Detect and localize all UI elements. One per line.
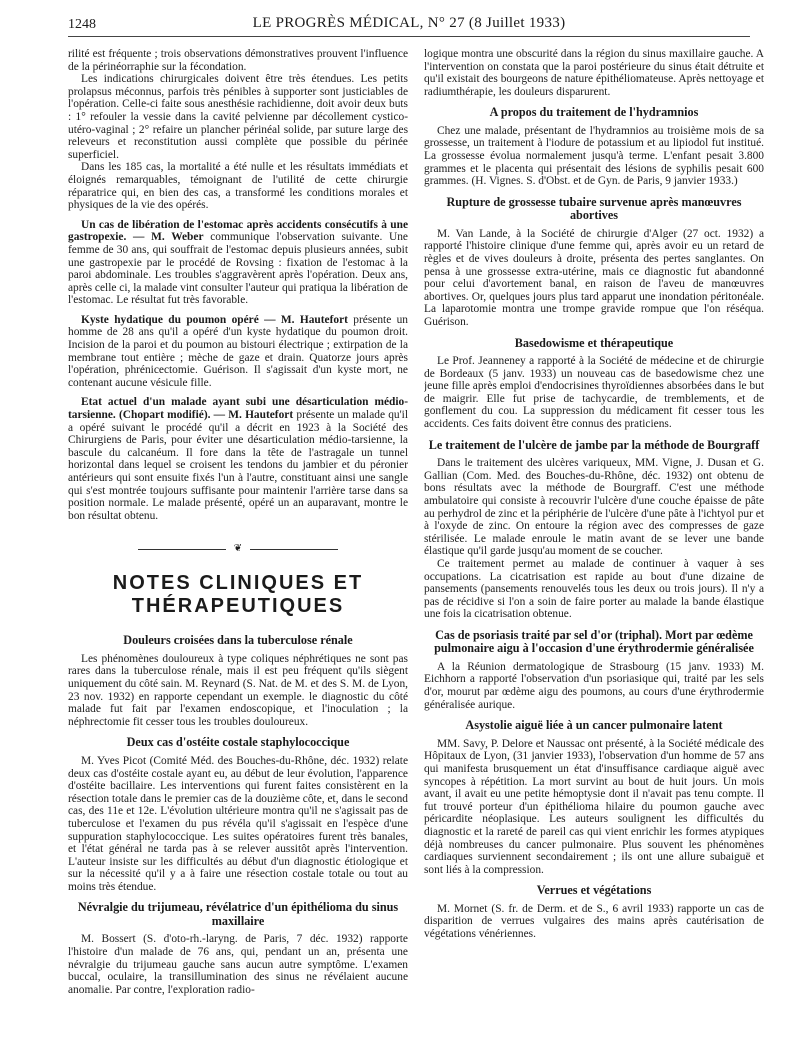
paragraph: Dans le traitement des ulcères variqueux, MM. Vigne, J. Dusan et G. Gallian (Com. Med. des Bouches-du-Rhône, déc. 1932) ont obtenu de bons résultats avec la méthode de Bourgraff. C'est une méthode ambulatoire qui consiste à recouvrir l'ulcère d'une couche épaisse de pâte au perhydrol de zinc et la périphérie de l'ulcère d'une pâte à l'ichtyol pur et à l'oxyde de zinc. On entoure la région avec des compresses de gaze stérilisée. Le malade enroule le matin avant de se lever une bande élastique qu'il garde jusqu'au moment de se coucher. xyxy=(424,457,764,558)
article-chopart xyxy=(68,396,408,522)
running-header xyxy=(68,12,750,37)
section-title: NOTES CLINIQUES ET THÉRAPEUTIQUES xyxy=(112,572,364,618)
section-separator xyxy=(138,544,338,554)
article-heading: Deux cas d'ostéite costale staphylococcique xyxy=(126,735,350,750)
article-text: présente un homme de 28 ans qu'il a opéré d'un kyste hydatique du poumon droit. Incision de la paroi et du poumon au bistouri électrique ; extirpation de la membrane tout entière ; mèche de gaze et drain. Quatorze jours après l'opération, phrénicectomie. Guérison. Il s'agissait d'un kyste mort, ne contenant aucune vésicule fille. xyxy=(68,313,408,389)
ornament-icon: ❦ xyxy=(226,543,250,555)
paragraph: rilité est fréquente ; trois observations démonstratives prouvent l'influence de la périnéorraphie sur la fécondation. xyxy=(68,48,408,73)
paragraph: MM. Savy, P. Delore et Naussac ont présenté, à la Société médicale des Hôpitaux de Lyon, (31 janvier 1933), l'observation d'un homme de 57 ans qui manifesta brusquement un état d'insuffisance cardiaque aiguë avec syncopes à répétition. La mort survint au bout de huit jours. Un mois avant, il avait eu une petite hémoptysie dont il n'avait pas tenu compte. Il fut trouvé porteur d'un épithélioma hilaire du poumon gauche avec péricardite néoplasique. Les auteurs soulignent les difficultés du diagnostic et la rareté de pareil cas qui vient enrichir les formes atypiques déjà nombreuses du cancer pulmonaire. Plus souvent les phénomènes cardiaques surviennent secondairement ; ils ont une allure subaiguë et sont liés à la compression. xyxy=(424,737,764,876)
article-text: communique l'observation suivante. Une femme de 30 ans, qui souffrait de l'estomac depuis plusieurs années, subit une gastropexie par le procédé de Rovsing : fixation de l'estomac à la paroi abdominale. Les troubles s'aggravèrent après l'opération. Deux ans, après celle ci, la malade vint consulter l'auteur qui pratiqua la libération de l'estomac. Le résultat fut très favorable. xyxy=(68,231,408,307)
article-heading: Le traitement de l'ulcère de jambe par la méthode de Bourgraff xyxy=(428,437,760,452)
article-title: Un cas de libération de l'estomac après accidents consécutifs à une gastropexie. — M. Weber xyxy=(68,218,408,244)
right-column xyxy=(424,48,764,1053)
running-title: LE PROGRÈS MÉDICAL, N° 27 (8 Juillet 1933) xyxy=(252,15,566,31)
article-heading: Verrues et végétations xyxy=(536,883,652,898)
article-text: présente un malade qu'il a opéré suivant le procédé qu'il a décrit en 1923 à la Société des Chirurgiens de Paris, pour éviter une désarticulation médio-tarsienne, la bascule du calcanéum. Il fore dans la tête de l'astragale un tunnel horizontal dans lequel se croisent les tendons du jambier et du péronier antérieurs qui sont ensuite fixés l'un à l'autre, constituant ainsi une sangle qui s'est montrée toujours suffisante pour maintenir l'arrière tarse dans sa position normale. Le malade présenté, opéré un an auparavant, montre le bon résultat obtenu. xyxy=(68,409,408,522)
paragraph: M. Van Lande, à la Société de chirurgie d'Alger (27 oct. 1932) a rapporté l'histoire clinique d'une femme qui, après avoir eu un retard de règles et de vives douleurs à droite, présenta des pertes sanglantes. On pensa à une grossesse extra-utérine, mais ce diagnostic fut abandonné pour celui d'avortement banal, en raison de l'aveu de manœuvres abortives. Or, quelques jours plus tard apparut une inondation péritonéale. La laparotomie montra une trompe gravide rompue que l'on réséqua. Guérison. xyxy=(424,227,764,328)
article-kyste xyxy=(68,314,408,390)
paragraph: M. Yves Picot (Comité Méd. des Bouches-du-Rhône, déc. 1932) relate deux cas d'ostéite costale ayant eu, au début de leur évolution, l'apparence d'ostéite bacillaire. Les interventions qui furent faites consistèrent en la résection totale dans le premier cas de la douzième côte, et, dans le second cas, des 11e et 12e. L'évolution ultérieure montra qu'il ne s'agissait pas de tuberculose et l'examen du pus révéla qu'il s'agissait en l'espèce d'une suppuration staphylococcique. Les suites opératoires furent très banales, et l'état général ne tarda pas à se relever aussitôt après l'intervention. L'auteur insiste sur les difficultés au début d'un diagnostic étiologique et sur la nécessité qu'il y a à faire une résection costale totale ou tout au moins très étendue. xyxy=(68,754,408,893)
article-heading: Basedowisme et thérapeutique xyxy=(514,335,674,350)
paragraph: Le Prof. Jeanneney a rapporté à la Société de médecine et de chirurgie de Bordeaux (5 janv. 1933) un nouveau cas de basedowisme chez une jeune fille après emploi d'endocrisines thyroïdiennes absorbées dans le but de maigrir. Elle fut prise de tachycardie, de tremblements, et de gonflement du cou. La suppression du médicament fit cesser tous les accidents. Ces faits doivent être connus des praticiens. xyxy=(424,355,764,431)
article-heading: Névralgie du trijumeau, révélatrice d'un épithélioma du sinus maxillaire xyxy=(77,900,399,928)
article-heading: Cas de psoriasis traité par sel d'or (triphal). Mort par œdème pulmonaire aigu à l'occasion d'une érythrodermie généralisée xyxy=(434,627,754,656)
paragraph: A la Réunion dermatologique de Strasbourg (15 janv. 1933) M. Eichhorn a rapporté l'observation d'un psoriasique qui, traité par les sels d'or, mourut par œdème aigu des poumons, au cours d'une érythrodermie généralisée aurique. xyxy=(424,660,764,711)
paragraph: Ce traitement permet au malade de continuer à vaquer à ses occupations. La cicatrisation est rapide au bout d'une dizaine de pansements (pansements renouvelés tous les deux ou trois jours). Il n'y a pas de récidive si l'on a soin de faire porter au malade la bande élastique une fois la cicatrisation obtenue. xyxy=(424,557,764,621)
article-title: Kyste hydatique du poumon opéré — M. Hautefort xyxy=(81,313,348,326)
paragraph: M. Mornet (S. fr. de Derm. et de S., 6 avril 1933) rapporte un cas de disparition de verrues vulgaires des mains après cautérisation de végétations vénériennes. xyxy=(424,902,764,940)
paragraph: Les indications chirurgicales doivent être très étendues. Les petits prolapsus méconnus, parfois très pénibles à supporter sont justiciables de l'opération. Celle-ci faite sous anesthésie rachidienne, doit avoir deux buts : 1° refouler la vessie dans la cavité pelvienne par décollement cystico-utéro-vaginal ; 2° refaire un plancher périnéal solide, par suture large des releveurs et reconstitution aussi complète que possible du périnée superficiel. xyxy=(68,73,408,161)
paragraph: Chez une malade, présentant de l'hydramnios au troisième mois de sa grossesse, un traitement à l'iodure de potassium et au lipiodol fut institué. La grossesse évolua normalement jusqu'à terme. L'enfant pesait 3.800 grammes et le placenta qui présentait des lésions de syphilis pesait 600 grammes. (H. Vignes. S. d'Obst. et de Gyn. de Paris, 9 janvier 1933.) xyxy=(424,124,764,188)
page-number: 1248 xyxy=(68,17,96,32)
paragraph: Dans les 185 cas, la mortalité a été nulle et les résultats immédiats et éloignés remarquables, témoignant de l'utilité de cette chirurgie réparatrice qui, en bien des cas, a transformé les conditions morales et physiques de la vie des opérés. xyxy=(68,161,408,212)
article-heading: Rupture de grossesse tubaire survenue après manœuvres abortives xyxy=(446,194,742,223)
article-heading: A propos du traitement de l'hydramnios xyxy=(489,105,699,120)
paragraph: logique montra une obscurité dans la région du sinus maxillaire gauche. A l'intervention on constata que la paroi postérieure du sinus était détruite et qu'il existait des bourgeons de nature épithéliomateuse. Après nettoyage et radiumthérapie, les douleurs disparurent. xyxy=(424,48,764,98)
article-title: Etat actuel d'un malade ayant subi une désarticulation médio-tarsienne. (Chopart modifié). — M. Hautefort xyxy=(68,396,408,422)
paragraph: M. Bossert (S. d'oto-rh.-laryng. de Paris, 7 déc. 1932) rapporte l'histoire d'un malade de 76 ans, qui, pendant un an, présenta une névralgie du trijumeau gauche sans aucun autre symptôme. L'examen buccal, oculaire, la transillumination des sinus ne révélaient aucune anomalie. Par contre, l'exploration radio- xyxy=(68,933,408,996)
article-heading: Douleurs croisées dans la tuberculose rénale xyxy=(123,633,353,648)
paragraph: Les phénomènes douloureux à type coliques néphrétiques ne sont pas rares dans la tuberculose rénale, mais il est peu fréquent qu'ils siègent uniquement du côté sain. M. Reynard (S. Nat. de M. et des S. M. de Lyon, 23 nov. 1932) en rapporte cependant un exemple. le diagnostic du côté malade fut fait par l'examen endoscopique, et l'inoculation ; la néphrectomie fit cesser tous les troubles douloureux. xyxy=(68,652,408,728)
article-weber xyxy=(68,219,408,307)
article-heading: Asystolie aiguë liée à un cancer pulmonaire latent xyxy=(465,718,723,733)
left-column xyxy=(68,48,408,1053)
